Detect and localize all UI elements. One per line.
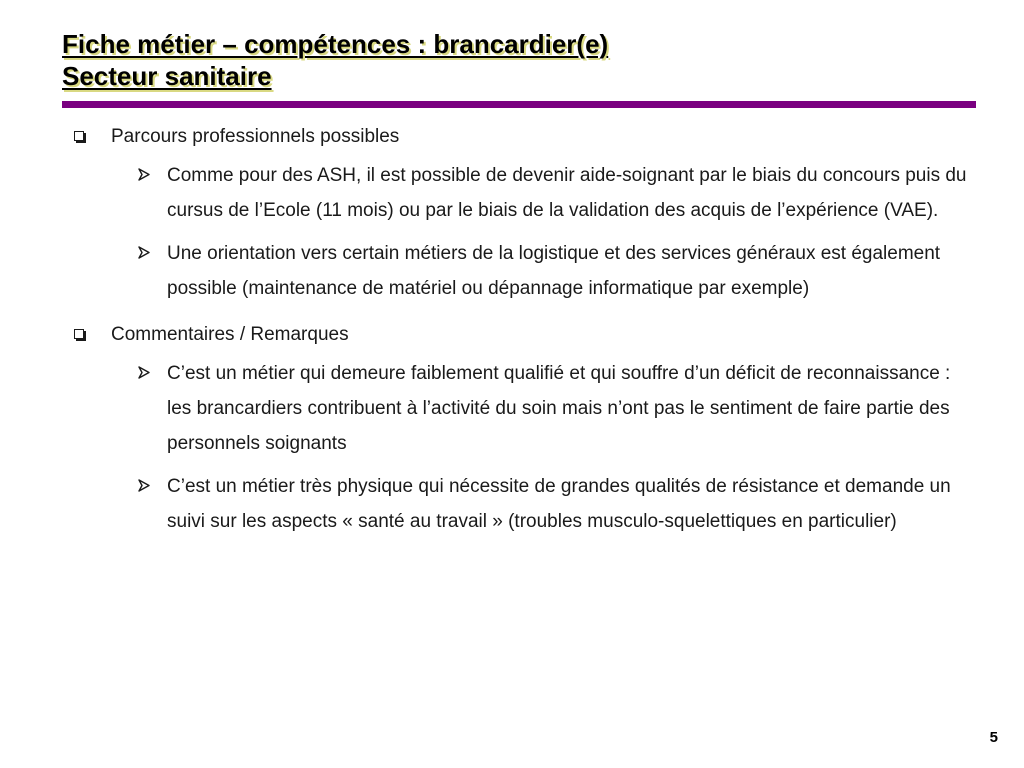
bullet-list	[74, 356, 974, 539]
section-heading: Commentaires / Remarques	[111, 324, 349, 345]
arrow-right-icon	[138, 366, 150, 379]
section-parcours	[74, 120, 974, 306]
title-line-2: Secteur sanitaire	[62, 61, 272, 91]
bullet-list	[74, 158, 974, 306]
list-item	[74, 158, 974, 228]
slide-content	[74, 120, 974, 551]
list-item-text: Comme pour des ASH, il est possible de devenir aide-soignant par le biais du concours puis du cursus de l’Ecole (11 mois) ou par le biais de la validation des acquis de l’expérience (VAE).	[167, 165, 967, 221]
section-commentaires	[74, 318, 974, 539]
title-line-1: Fiche métier – compétences : brancardier(e)	[62, 29, 609, 59]
arrow-right-icon	[138, 168, 150, 181]
slide-title	[62, 28, 962, 92]
list-item	[74, 469, 974, 539]
arrow-right-icon	[138, 479, 150, 492]
title-divider	[62, 101, 976, 108]
list-item-text: Une orientation vers certain métiers de la logistique et des services généraux est également possible (maintenance de matériel ou dépannage informatique par exemple)	[167, 243, 941, 299]
section-heading-row	[74, 120, 974, 154]
hollow-square-icon	[74, 131, 84, 141]
hollow-square-icon	[74, 329, 84, 339]
list-item-text: C’est un métier qui demeure faiblement qualifié et qui souffre d’un déficit de reconnaissance : les brancardiers contribuent à l’activité du soin mais n’ont pas le sentiment de faire partie des personnels soignants	[167, 363, 951, 454]
section-heading-row	[74, 318, 974, 352]
arrow-right-icon	[138, 246, 150, 259]
list-item	[74, 356, 974, 461]
page-number: 5	[989, 729, 998, 746]
list-item-text: C’est un métier très physique qui nécessite de grandes qualités de résistance et demande un suivi sur les aspects « santé au travail » (troubles musculo-squelettiques en particulier)	[167, 476, 951, 532]
list-item	[74, 236, 974, 306]
section-heading: Parcours professionnels possibles	[111, 126, 400, 147]
